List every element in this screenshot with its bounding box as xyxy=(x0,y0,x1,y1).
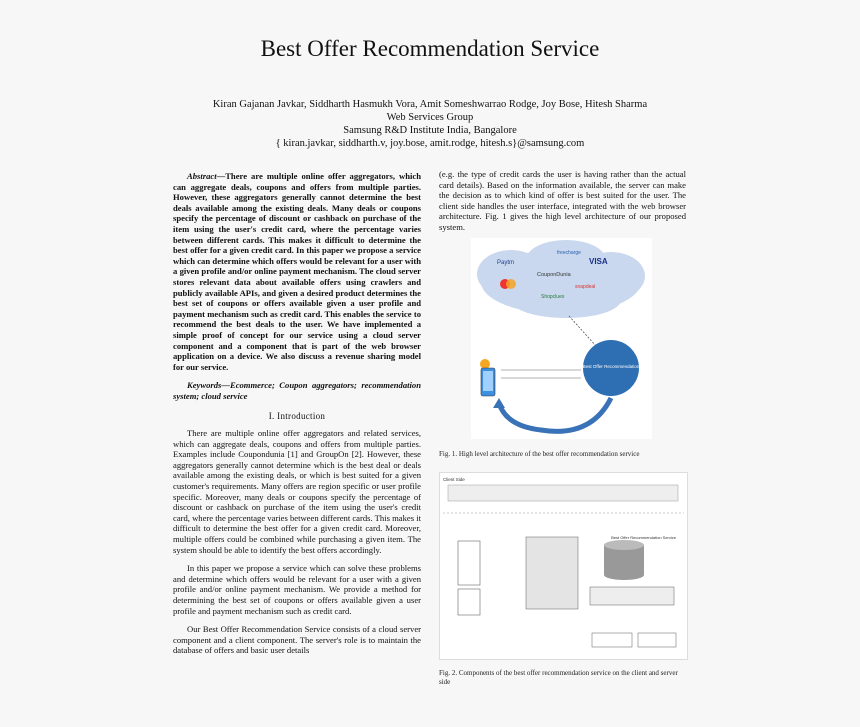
figure-2-components xyxy=(439,472,688,660)
figure-1-caption: Fig. 1. High level architecture of the best offer recommendation service xyxy=(439,450,640,458)
figure-1-architecture xyxy=(471,238,652,439)
logo-shopclues: Shopclues xyxy=(541,294,565,300)
server-label: Best Offer Recommendation xyxy=(582,364,640,369)
intro-paragraph-1: There are multiple online offer aggregators and related services, which can aggregate deals, coupons and offers from multiple parties. Examples include Coupondunia [1] and GroupOn [2]. However, these aggregators generally cannot determine which is the best deal or deals available among the existing deals, or which is best suited for a given customer's requirements. Many offers are region specific or user profile specific. Moreover, many deals or coupons specify the percentage of discount or cashback on purchase of the item using the user's credit card, where the percentage varies between different cards. This makes it difficult to determine the best offer for a given credit card. Moreover, multiple offers could be combined while purchasing a given item. The system should be able to identify the best offers accordingly. xyxy=(173,428,421,555)
author-block xyxy=(0,98,860,150)
database-cylinder-icon xyxy=(604,540,644,580)
logo-freecharge: freecharge xyxy=(557,250,581,256)
logo-paytm: Paytm xyxy=(497,260,515,266)
product-box xyxy=(458,541,480,585)
client-side-label: Client Side xyxy=(443,477,465,482)
logo-visa: VISA xyxy=(589,257,608,266)
logo-snapdeal: snapdeal xyxy=(575,284,596,290)
bottom-box-1 xyxy=(592,633,632,647)
server-side-label: Best Offer Recommendation Service xyxy=(611,535,676,540)
client-browser-box xyxy=(448,485,678,501)
author-emails: { kiran.javkar, siddharth.v, joy.bose, amit.rodge, hitesh.s}@samsung.com xyxy=(275,138,585,149)
intro-paragraph-3: Our Best Offer Recommendation Service consists of a cloud server component and a client component. The server's role is to maintain the database of offers and basic user details xyxy=(173,624,421,656)
abstract xyxy=(173,171,421,372)
server-main-box xyxy=(526,537,578,609)
cloud-to-server-arrow xyxy=(569,316,596,346)
right-column-text: (e.g. the type of credit cards the user is having rather than the actual card details). Based on the information available, the server can make the decision as to which kind of offer is best suited for the user. The client side handles the user interface, integrated with the web browser architecture. Fig. 1 gives the high level architecture of our proposed system. xyxy=(439,169,686,232)
abstract-label: Abstract xyxy=(187,171,217,181)
return-arrow xyxy=(499,398,611,431)
bottom-box-2 xyxy=(638,633,676,647)
user-phone-icon xyxy=(480,359,495,396)
keywords: Keywords—Ecommerce; Coupon aggregators; recommendation system; cloud service xyxy=(173,380,421,401)
author-group: Web Services Group xyxy=(386,112,474,123)
mastercard-icon xyxy=(500,279,516,289)
return-arrow-head xyxy=(493,398,505,408)
left-column xyxy=(173,171,421,664)
offers-box xyxy=(590,587,674,605)
logo-coupondunia: CouponDunia xyxy=(537,272,571,278)
figure-2-diagram xyxy=(440,473,687,659)
section-heading-introduction: I. Introduction xyxy=(268,411,326,422)
product-box-2 xyxy=(458,589,480,615)
author-institute: Samsung R&D Institute India, Bangalore xyxy=(343,125,517,136)
author-names: Kiran Gajanan Javkar, Siddharth Hasmukh Vora, Amit Someshwarrao Rodge, Joy Bose, Hitesh Sharma xyxy=(212,99,648,110)
figure-1-diagram xyxy=(471,238,652,439)
abstract-text: —There are multiple online offer aggregators, which can aggregate deals, coupons and offers from multiple parties. However, these aggregators generally cannot determine the best deals available among the existing deals. Many deals or coupons specify the percentage of discount or cashback on purchase of the item using the user's credit card, where the percentage varies between different cards. This makes it difficult to determine the best offer for a given credit card. In this paper we propose a service which can determine which offers would be relevant for a user with a given profile and/or online payment mechanism. The cloud server stores relevant data about available offers using crawlers and publicly available APIs, and given a desired product determines the best set of coupons or offers available given a user profile and payment mechanism such as credit card. This enables the service to recommend the best deals to the user. We have implemented a simple proof of concept for our service using a cloud server component and a component that is part of the web browser application on a device. We also discuss a revenue sharing model for our service. xyxy=(173,171,421,372)
intro-paragraph-2: In this paper we propose a service which can solve these problems and determine which offers would be relevant for a user with a given profile and/or online payment mechanism. We provide a method for determining the best set of coupons or offers available given a user profile and payment mechanism such as credit card. xyxy=(173,563,421,616)
paper-title: Best Offer Recommendation Service xyxy=(260,36,600,61)
figure-2-caption: Fig. 2. Components of the best offer recommendation service on the client and server side xyxy=(439,669,678,686)
